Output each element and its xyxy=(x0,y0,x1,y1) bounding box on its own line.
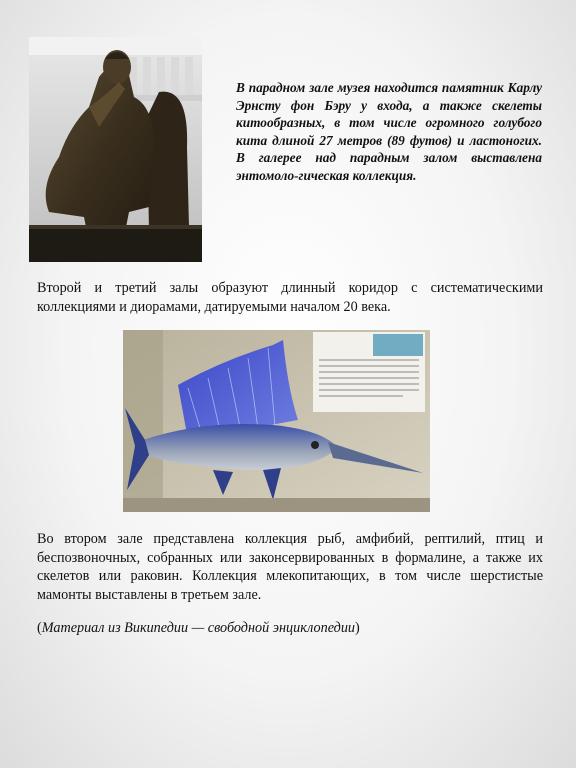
statue-caption: В парадном зале музея находится памятник Карлу Эрнсту фон Бэру у входа, а также скелеты китообразных, в том числе огромного голубого кита длиной 27 метров (89 футов) и ластоногих. В галерее над парадным залом выставлена энтомоло-гическая коллекция. xyxy=(236,80,542,183)
paragraph-halls: Второй и третий залы образуют длинный коридор с систематическими коллекциями и диорамами, датируемыми началом 20 века. xyxy=(37,280,543,315)
fish-photo xyxy=(123,330,430,512)
statue-photo xyxy=(29,37,202,262)
source-close-paren: ) xyxy=(355,620,360,636)
source-open-paren: ( xyxy=(37,620,42,636)
paragraph-collections: Во втором зале представлена коллекция рыб, амфибий, рептилий, птиц и беспозвоночных, собранных или законсервированных в формалине, а также их скелетов или раковин. Коллекция млекопитающих, в том числе шерстистые мамонты выставлены в третьем зале. xyxy=(37,531,543,603)
source-text: Материал из Википедии — свободной энциклопедии xyxy=(41,620,356,636)
source-note xyxy=(37,620,360,637)
